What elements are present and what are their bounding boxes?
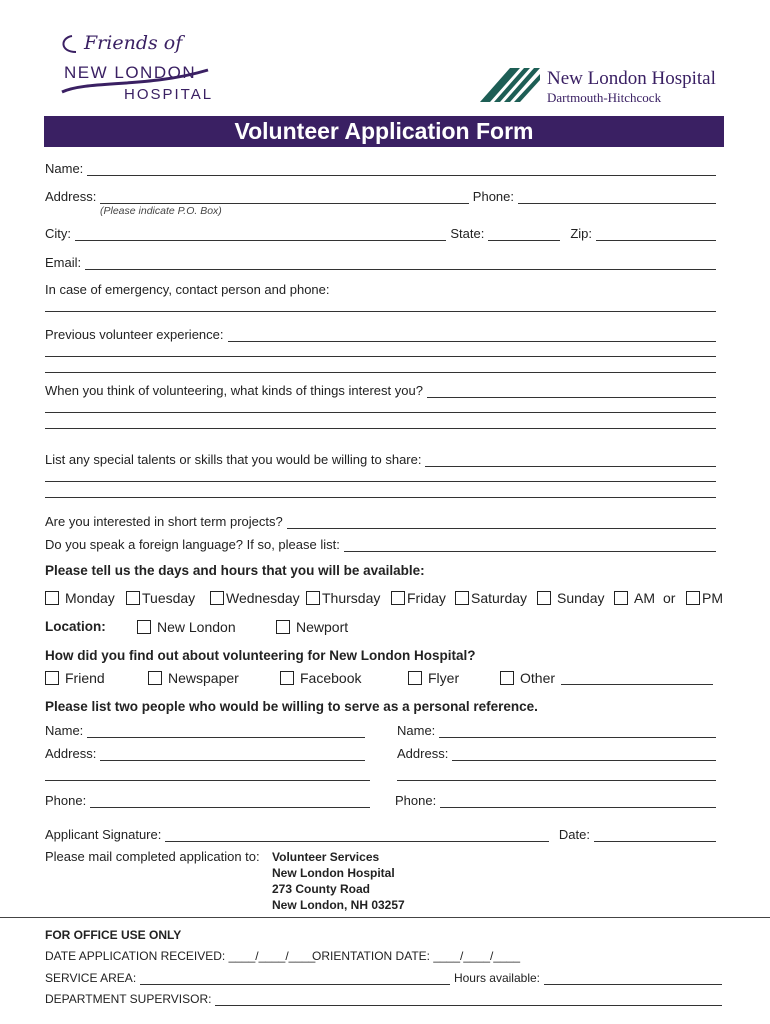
checkbox-icon[interactable] (614, 591, 628, 605)
checkbox-icon[interactable] (137, 620, 151, 634)
ref1-address-field[interactable] (100, 748, 365, 761)
phone-field[interactable] (518, 191, 716, 204)
foreign-label: Do you speak a foreign language? If so, please list: (45, 537, 340, 552)
hospital-logo-stripes-icon (480, 66, 542, 104)
time-pm[interactable]: PM (686, 590, 723, 606)
office-divider (0, 917, 770, 918)
hospital-logo (480, 66, 730, 106)
office-heading: FOR OFFICE USE ONLY (45, 928, 182, 942)
source-other[interactable]: Other (500, 670, 555, 686)
foreign-row (45, 536, 716, 552)
source-facebook[interactable]: Facebook (280, 670, 361, 686)
page-title: Volunteer Application Form (234, 118, 534, 144)
service-area-field[interactable] (140, 972, 450, 985)
ref1-address-row (45, 745, 365, 761)
name-field[interactable] (87, 163, 716, 176)
ref2-address-label: Address: (397, 746, 449, 761)
supervisor-label: DEPARTMENT SUPERVISOR: (45, 992, 212, 1006)
emergency-field[interactable] (45, 311, 716, 312)
source-friend[interactable]: Friend (45, 670, 105, 686)
address-field[interactable] (100, 191, 468, 204)
address-label: Address: (45, 189, 97, 204)
checkbox-icon[interactable] (391, 591, 405, 605)
city-label: City: (45, 226, 71, 241)
ref2-name-field[interactable] (439, 725, 716, 738)
checkbox-icon[interactable] (500, 671, 514, 685)
ref1-phone-label: Phone: (45, 793, 87, 808)
checkbox-icon[interactable] (45, 671, 59, 685)
checkbox-icon[interactable] (276, 620, 290, 634)
previous-field-line3[interactable] (45, 372, 716, 373)
short-term-label: Are you interested in short term projects? (45, 514, 283, 529)
checkbox-icon[interactable] (210, 591, 224, 605)
day-thursday[interactable]: Thursday (306, 590, 380, 606)
friends-logo-line2: NEW LONDON (64, 63, 197, 82)
ref2-phone-row (395, 792, 716, 808)
office-service-row (45, 969, 722, 985)
ref2-address-line2[interactable] (397, 780, 716, 781)
or-label: or (663, 590, 676, 606)
checkbox-icon[interactable] (306, 591, 320, 605)
office-received: DATE APPLICATION RECEIVED: ____/____/____ (45, 949, 316, 963)
checkbox-icon[interactable] (280, 671, 294, 685)
friends-logo-line3: HOSPITAL (124, 86, 214, 103)
mail-line2: New London Hospital (272, 866, 395, 880)
short-term-field[interactable] (287, 516, 716, 529)
email-label: Email: (45, 255, 82, 270)
zip-field[interactable] (596, 228, 716, 241)
ref1-address-line2[interactable] (45, 780, 370, 781)
email-field[interactable] (85, 257, 716, 270)
checkbox-icon[interactable] (537, 591, 551, 605)
po-box-note: (Please indicate P.O. Box) (100, 205, 222, 217)
hospital-logo-name: New London Hospital (547, 68, 716, 89)
checkbox-icon[interactable] (148, 671, 162, 685)
day-friday[interactable]: Friday (391, 590, 446, 606)
talents-field-line2[interactable] (45, 481, 716, 482)
mail-line1: Volunteer Services (272, 850, 380, 864)
mail-line4: New London, NH 03257 (272, 898, 405, 912)
day-sunday[interactable]: Sunday (537, 590, 604, 606)
availability-heading: Please tell us the days and hours that you will be available: (45, 563, 425, 578)
day-saturday[interactable]: Saturday (455, 590, 527, 606)
address-row (45, 188, 716, 204)
service-area-label: SERVICE AREA: (45, 971, 137, 985)
location-label: Location: (45, 619, 106, 634)
ref1-address-label: Address: (45, 746, 97, 761)
mail-intro: Please mail completed application to: (45, 849, 260, 864)
friends-logo-line1: Friends of (84, 32, 183, 54)
email-row (45, 254, 716, 270)
ref2-phone-label: Phone: (395, 793, 437, 808)
checkbox-icon[interactable] (45, 591, 59, 605)
interests-field-line3[interactable] (45, 428, 716, 429)
signature-label: Applicant Signature: (45, 827, 162, 842)
talents-label: List any special talents or skills that you would be willing to share: (45, 452, 422, 467)
ref2-address-field[interactable] (452, 748, 716, 761)
source-other-field[interactable] (561, 672, 713, 685)
short-term-row (45, 513, 716, 529)
hours-label: Hours available: (453, 971, 540, 985)
state-field[interactable] (488, 228, 560, 241)
interests-label: When you think of volunteering, what kinds of things interest you? (45, 383, 423, 398)
ref1-name-label: Name: (45, 723, 84, 738)
zip-label: Zip: (570, 226, 592, 241)
previous-field[interactable] (228, 329, 717, 342)
office-supervisor-row (45, 990, 722, 1006)
name-row (45, 160, 716, 176)
name-label: Name: (45, 161, 84, 176)
location-newport[interactable]: Newport (276, 619, 348, 635)
checkbox-icon[interactable] (126, 591, 140, 605)
ref2-address-row (397, 745, 716, 761)
hospital-logo-sub: Dartmouth-Hitchcock (547, 90, 662, 105)
signature-field[interactable] (165, 829, 549, 842)
checkbox-icon[interactable] (455, 591, 469, 605)
ref1-phone-row (45, 792, 370, 808)
city-field[interactable] (75, 228, 446, 241)
foreign-field[interactable] (344, 539, 716, 552)
emergency-label: In case of emergency, contact person and phone: (45, 282, 330, 297)
mail-line3: 273 County Road (272, 882, 371, 896)
day-tuesday[interactable]: Tuesday (126, 590, 195, 606)
ref2-name-label: Name: (397, 723, 436, 738)
office-orientation: ORIENTATION DATE: ____/____/____ (312, 949, 521, 963)
supervisor-field[interactable] (215, 993, 722, 1006)
date-field[interactable] (594, 829, 716, 842)
ref1-name-field[interactable] (87, 725, 365, 738)
hours-field[interactable] (544, 972, 722, 985)
ref2-name-row (397, 722, 716, 738)
talents-row (45, 451, 716, 467)
ref2-phone-field[interactable] (440, 795, 716, 808)
source-flyer[interactable]: Flyer (408, 670, 459, 686)
date-label: Date: (558, 827, 590, 842)
checkbox-icon[interactable] (686, 591, 700, 605)
source-newspaper[interactable]: Newspaper (148, 670, 239, 686)
interests-field[interactable] (427, 385, 716, 398)
state-label: State: (450, 226, 485, 241)
interests-field-line2[interactable] (45, 412, 716, 413)
previous-label: Previous volunteer experience: (45, 327, 224, 342)
references-heading: Please list two people who would be willing to serve as a personal reference. (45, 699, 538, 714)
day-monday[interactable]: Monday (45, 590, 115, 606)
previous-row (45, 326, 716, 342)
ref1-name-row (45, 722, 365, 738)
found-out-heading: How did you find out about volunteering for New London Hospital? (45, 648, 476, 663)
day-wednesday[interactable]: Wednesday (210, 590, 300, 606)
ref1-phone-field[interactable] (90, 795, 370, 808)
city-row (45, 225, 716, 241)
interests-row (45, 382, 716, 398)
phone-label: Phone: (472, 189, 514, 204)
title-bar (44, 116, 724, 147)
friends-logo (58, 30, 228, 106)
location-new-london[interactable]: New London (137, 619, 236, 635)
checkbox-icon[interactable] (408, 671, 422, 685)
talents-field[interactable] (425, 454, 716, 467)
previous-field-line2[interactable] (45, 356, 716, 357)
signature-row (45, 826, 716, 842)
time-am[interactable]: AM (614, 590, 655, 606)
talents-field-line3[interactable] (45, 497, 716, 498)
